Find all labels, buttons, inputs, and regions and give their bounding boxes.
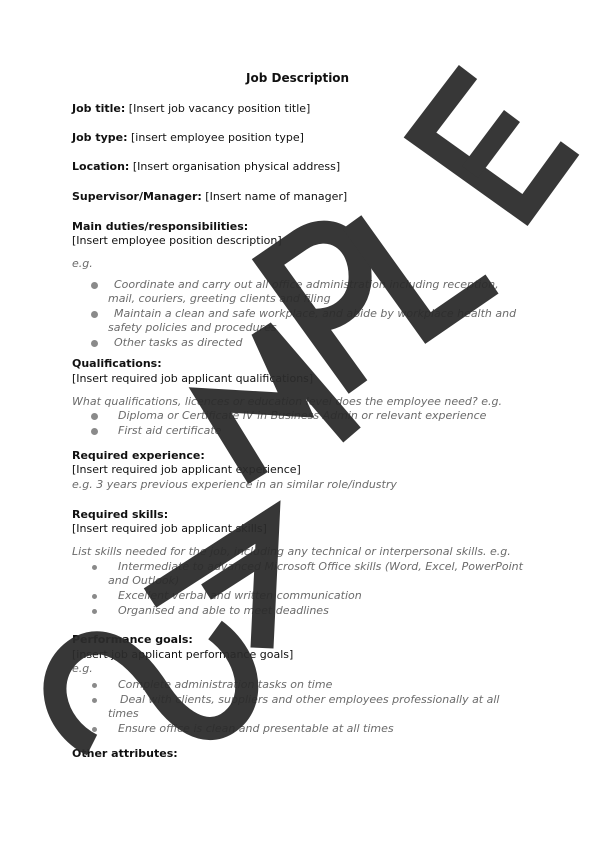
goals-eg: e.g. bbox=[72, 662, 93, 675]
bullet-icon bbox=[92, 683, 97, 688]
duty-item-2-line-2: safety policies and procedures bbox=[108, 321, 277, 334]
duties-heading: Main duties/responsibilities: bbox=[72, 220, 249, 233]
job-type-label: Job type: bbox=[72, 131, 128, 144]
experience-heading: Required experience: bbox=[72, 449, 205, 462]
skills-heading: Required skills: bbox=[72, 508, 169, 521]
job-type-value: [insert employee position type] bbox=[131, 131, 304, 144]
supervisor-line bbox=[72, 190, 347, 204]
job-title-value: [Insert job vacancy position title] bbox=[128, 102, 311, 115]
skill-item-1-line-1: Intermediate to advanced Microsoft Office skills (Word, Excel, PowerPoint bbox=[118, 560, 523, 573]
goals-heading: Performance goals: bbox=[72, 633, 193, 646]
skills-placeholder: [Insert required job applicant skills] bbox=[72, 522, 267, 535]
bullet-icon bbox=[91, 428, 98, 435]
supervisor-value: [Insert name of manager] bbox=[205, 190, 348, 203]
location-line bbox=[72, 160, 340, 174]
duties-eg: e.g. bbox=[72, 257, 93, 270]
duty-item-2-line-1: Maintain a clean and safe workplace, and abide by workplace health and bbox=[114, 307, 517, 320]
duty-item-1-line-2: mail, couriers, greeting clients and filing bbox=[108, 292, 331, 305]
duty-item-1-line-1: Coordinate and carry out all office administration including reception, bbox=[114, 278, 499, 291]
experience-example: e.g. 3 years previous experience in an similar role/industry bbox=[72, 478, 397, 491]
bullet-icon bbox=[92, 609, 97, 614]
qualifications-heading: Qualifications: bbox=[72, 357, 162, 370]
bullet-icon bbox=[92, 698, 97, 703]
job-type-line bbox=[72, 131, 304, 145]
duty-item-3: Other tasks as directed bbox=[114, 336, 243, 349]
bullet-icon bbox=[91, 311, 98, 318]
qualification-item-1: Diploma or Certificate IV in Business Admin or relevant experience bbox=[118, 409, 487, 422]
qualifications-question: What qualifications, licences or education level does the employee need? e.g. bbox=[72, 395, 502, 408]
skill-item-1-line-2: and Outlook) bbox=[108, 574, 180, 587]
skill-item-2: Excellent verbal and written communication bbox=[118, 589, 362, 602]
skill-item-3: Organised and able to meet deadlines bbox=[118, 604, 329, 617]
qualification-item-2: First aid certificate bbox=[118, 424, 222, 437]
goal-item-3: Ensure office is clean and presentable at all times bbox=[118, 722, 394, 735]
document-title: Job Description bbox=[246, 71, 350, 85]
bullet-icon bbox=[92, 565, 97, 570]
job-title-line bbox=[72, 102, 310, 116]
bullet-icon bbox=[91, 413, 98, 420]
watermark-letter-e-mid bbox=[470, 116, 512, 172]
location-label: Location: bbox=[72, 160, 130, 173]
goal-item-2-line-1: Deal with clients, suppliers and other employees professionally at all bbox=[120, 693, 500, 706]
location-value: [Insert organisation physical address] bbox=[132, 160, 341, 173]
bullet-icon bbox=[92, 727, 97, 732]
goals-placeholder: [insert job applicant performance goals] bbox=[72, 648, 294, 661]
bullet-icon bbox=[92, 594, 97, 599]
qualifications-placeholder: [Insert required job applicant qualifications] bbox=[72, 372, 314, 385]
bullet-icon bbox=[91, 282, 98, 289]
skills-intro: List skills needed for the job, including any technical or interpersonal skills. e.g. bbox=[72, 545, 511, 558]
watermark-letter-e bbox=[420, 72, 570, 210]
other-attributes-heading: Other attributes: bbox=[72, 747, 178, 760]
job-title-label: Job title: bbox=[72, 102, 126, 115]
goal-item-1: Complete administration tasks on time bbox=[118, 678, 333, 691]
supervisor-label: Supervisor/Manager: bbox=[72, 190, 202, 203]
bullet-icon bbox=[91, 340, 98, 347]
goal-item-2-line-2: times bbox=[108, 707, 139, 720]
experience-placeholder: [Insert required job applicant experience] bbox=[72, 463, 301, 476]
duties-placeholder: [Insert employee position description] bbox=[72, 234, 282, 247]
